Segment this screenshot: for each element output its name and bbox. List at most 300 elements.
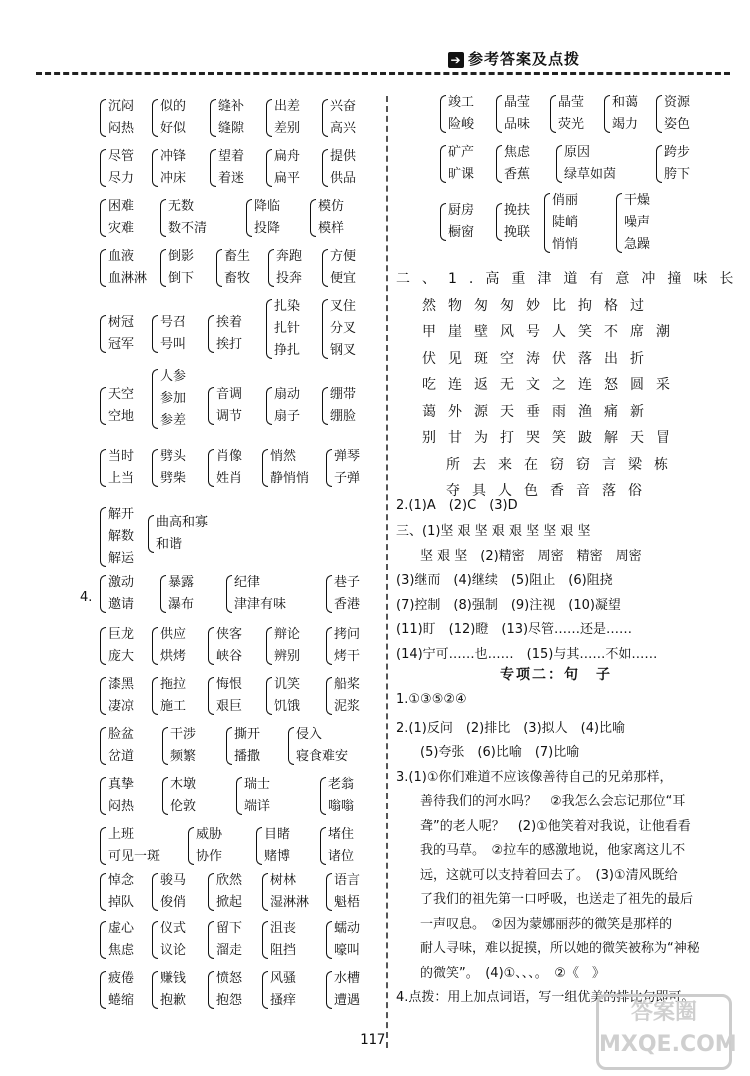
answer-line: 一声叹息。 ②因为蒙娜丽莎的微笑是那样的 — [420, 916, 673, 932]
word: 原因 — [564, 145, 591, 160]
word: 模仿 — [318, 199, 345, 214]
page-number: 117 — [360, 1032, 386, 1048]
word: 水槽 — [334, 971, 361, 986]
word: 橱窗 — [448, 225, 475, 240]
word: 赌博 — [264, 849, 291, 864]
word: 老翁 — [328, 777, 355, 792]
word: 缝补 — [218, 99, 245, 114]
word-group — [256, 824, 290, 868]
answer-line: (3)继而 (4)继续 (5)阻止 (6)阻挠 — [396, 573, 613, 588]
answer-line: 吃连返无文之连怒圆采 — [422, 377, 682, 393]
word: 模样 — [318, 221, 345, 236]
word: 巷子 — [334, 575, 361, 590]
word: 分叉 — [330, 321, 357, 336]
word: 撕开 — [234, 727, 261, 742]
answer-line: (11)盯 (12)瞪 (13)尽管……还是…… — [396, 622, 633, 637]
word: 虚心 — [108, 921, 135, 936]
word: 目睹 — [264, 827, 291, 842]
word: 可见一斑 — [108, 849, 161, 864]
word-group — [210, 146, 244, 190]
word-group — [100, 312, 134, 356]
word-group — [162, 724, 196, 768]
word-group — [656, 92, 690, 136]
word: 提供 — [330, 149, 357, 164]
word: 绷脸 — [330, 409, 357, 424]
word: 高兴 — [330, 121, 357, 136]
word: 胯下 — [664, 167, 691, 182]
word-group — [100, 918, 134, 962]
word: 俏丽 — [552, 193, 579, 208]
word: 阻挡 — [270, 943, 297, 958]
word: 劈柴 — [160, 471, 187, 486]
word: 上班 — [108, 827, 135, 842]
word: 望着 — [218, 149, 245, 164]
word: 脸盆 — [108, 727, 135, 742]
word: 供品 — [330, 171, 357, 186]
word: 掀起 — [216, 895, 243, 910]
word: 饥饿 — [274, 699, 301, 714]
word-group — [236, 774, 270, 818]
word-group — [188, 824, 222, 868]
word: 厨房 — [448, 203, 475, 218]
word-group — [152, 674, 186, 718]
word: 似的 — [160, 99, 187, 114]
answer-line: 远，这就可以支持着回去了。 (3)①清风既给 — [420, 867, 678, 883]
word: 俊俏 — [160, 895, 187, 910]
word: 伦敦 — [170, 799, 197, 814]
word-group — [496, 92, 530, 136]
answer-line: 伏见斑空涛伏落出折 — [422, 350, 656, 367]
word: 香蕉 — [504, 167, 531, 182]
word: 遭遇 — [334, 993, 361, 1008]
word-group — [320, 774, 354, 818]
word-group — [152, 146, 186, 190]
word-group — [544, 190, 578, 256]
word-group — [496, 200, 530, 244]
word-group — [208, 918, 242, 962]
word: 协作 — [196, 849, 223, 864]
word: 静悄悄 — [270, 471, 310, 486]
word: 留下 — [216, 921, 243, 936]
word: 和谐 — [156, 537, 183, 552]
word: 语言 — [334, 873, 361, 888]
word: 兴奋 — [330, 99, 357, 114]
word-group — [100, 504, 134, 570]
word: 悄悄 — [552, 237, 579, 252]
header-divider — [36, 72, 730, 75]
word-group — [550, 92, 584, 136]
word-group — [262, 446, 309, 490]
word-group — [100, 196, 134, 240]
word: 闷热 — [108, 799, 135, 814]
word: 扁平 — [274, 171, 301, 186]
word-group — [152, 918, 186, 962]
word: 空地 — [108, 409, 135, 424]
word: 闷热 — [108, 121, 135, 136]
word-group — [288, 724, 348, 768]
word: 讥笑 — [274, 677, 301, 692]
word: 侠客 — [216, 627, 243, 642]
word-group — [262, 918, 296, 962]
word: 畜生 — [224, 249, 251, 264]
word-group — [148, 512, 208, 556]
word: 奔跑 — [276, 249, 303, 264]
word: 险峻 — [448, 117, 475, 132]
word: 香港 — [334, 597, 361, 612]
answer-line: 1.①③⑤②④ — [396, 692, 467, 707]
word: 寝食难安 — [296, 749, 349, 764]
word-group — [266, 384, 300, 428]
word: 蜷缩 — [108, 993, 135, 1008]
word: 扁舟 — [274, 149, 301, 164]
word: 沮丧 — [270, 921, 297, 936]
word-group — [160, 572, 194, 616]
word: 人参 — [160, 369, 187, 384]
word-group — [162, 774, 196, 818]
word: 树林 — [270, 873, 297, 888]
word-group — [100, 774, 134, 818]
word: 姓肖 — [216, 471, 243, 486]
column-divider — [386, 96, 388, 1048]
word: 叉住 — [330, 299, 357, 314]
word: 扇子 — [274, 409, 301, 424]
word: 疲倦 — [108, 971, 135, 986]
word: 陡峭 — [552, 215, 579, 230]
answer-line: 了我们的祖先第一口呼吸，也送走了祖先的最后 — [420, 892, 694, 907]
word: 荧光 — [558, 117, 585, 132]
word: 噪声 — [624, 215, 651, 230]
word-group — [226, 724, 260, 768]
word: 供应 — [160, 627, 187, 642]
word: 竣工 — [448, 95, 475, 110]
word-group — [246, 196, 280, 240]
word: 庞大 — [108, 649, 135, 664]
word: 资源 — [664, 95, 691, 110]
word: 扎染 — [274, 299, 301, 314]
word: 数不清 — [168, 221, 208, 236]
word-group — [208, 312, 242, 356]
word: 劈头 — [160, 449, 187, 464]
word: 解运 — [108, 551, 135, 566]
word: 频繁 — [170, 749, 197, 764]
word-group — [556, 142, 616, 186]
word-group — [152, 624, 186, 668]
word: 缝隙 — [218, 121, 245, 136]
word-group — [152, 870, 186, 914]
word: 焦虑 — [108, 943, 135, 958]
word-group — [326, 968, 360, 1012]
watermark-text: 答案圈 MXQE.COM — [599, 1000, 737, 1057]
word-group — [440, 92, 474, 136]
word: 威胁 — [196, 827, 223, 842]
word-group — [152, 96, 186, 140]
word-group — [326, 446, 360, 490]
word: 端详 — [244, 799, 271, 814]
word: 施工 — [160, 699, 187, 714]
word-group — [160, 246, 194, 290]
word-group — [100, 384, 134, 428]
word: 侵入 — [296, 727, 323, 742]
answer-line: 然物匆匆妙比拘格过 — [422, 297, 656, 314]
section-2-q2: 2.(1)A (2)C (3)D — [396, 498, 518, 513]
answer-line: 耐人寻味，难以捉摸，所以她的微笑被称为“神秘 — [420, 941, 700, 956]
word-group — [322, 246, 356, 290]
word: 凄凉 — [108, 699, 135, 714]
word: 参加 — [160, 391, 187, 406]
word: 倒下 — [168, 271, 195, 286]
word: 旷课 — [448, 167, 475, 182]
word: 挣扎 — [274, 343, 301, 358]
answer-line: (5)夸张 (6)比喻 (7)比喻 — [420, 745, 580, 760]
answer-line: 夺具人色香音落俗 — [446, 483, 654, 499]
word-group — [326, 918, 360, 962]
word: 风骚 — [270, 971, 297, 986]
word: 嚎叫 — [334, 943, 361, 958]
word: 好似 — [160, 121, 187, 136]
word: 挽联 — [504, 225, 531, 240]
word: 拷问 — [334, 627, 361, 642]
word: 灾难 — [108, 221, 135, 236]
word: 绷带 — [330, 387, 357, 402]
word-group — [208, 674, 242, 718]
page-header — [448, 48, 580, 69]
word: 湿淋淋 — [270, 895, 310, 910]
word: 悼念 — [108, 873, 135, 888]
word: 堵住 — [328, 827, 355, 842]
word: 溜走 — [216, 943, 243, 958]
word-group — [152, 968, 186, 1012]
word: 焦虑 — [504, 145, 531, 160]
word-group — [266, 146, 300, 190]
word-group — [326, 624, 360, 668]
word-group — [266, 96, 300, 140]
word: 愤怒 — [216, 971, 243, 986]
word: 绿草如茵 — [564, 167, 617, 182]
answer-line: 甲崖壁风号人笑不席潮 — [422, 324, 682, 340]
word-group — [100, 824, 160, 868]
word-group — [656, 142, 690, 186]
topic-title: 专项二：句 子 — [500, 667, 612, 683]
word: 掉队 — [108, 895, 135, 910]
word-group — [440, 200, 474, 244]
word: 沉闷 — [108, 99, 135, 114]
word: 瑞士 — [244, 777, 271, 792]
answer-line: 三、(1)坚 艰 坚 艰 艰 坚 坚 艰 坚 — [396, 524, 591, 539]
word: 干涉 — [170, 727, 197, 742]
word: 倒影 — [168, 249, 195, 264]
word: 树冠 — [108, 315, 135, 330]
word: 魁梧 — [334, 895, 361, 910]
word: 瀑布 — [168, 597, 195, 612]
word: 木墩 — [170, 777, 197, 792]
word: 调节 — [216, 409, 243, 424]
word: 晶莹 — [504, 95, 531, 110]
word: 投奔 — [276, 271, 303, 286]
word-group — [266, 624, 300, 668]
answer-line: 所去来在窃窃言梁栋 — [446, 456, 680, 473]
word-group — [208, 384, 242, 428]
word: 峡谷 — [216, 649, 243, 664]
word: 尽力 — [108, 171, 135, 186]
word: 冲床 — [160, 171, 187, 186]
word: 真挚 — [108, 777, 135, 792]
word: 血淋淋 — [108, 271, 148, 286]
word-group — [100, 968, 134, 1012]
word-group — [496, 142, 530, 186]
word: 艰巨 — [216, 699, 243, 714]
word: 出差 — [274, 99, 301, 114]
word-group — [100, 624, 134, 668]
word-group — [616, 190, 650, 256]
arrow-right-icon: ➔ — [448, 52, 464, 68]
answer-line: 的微笑”。 (4)①、、、。 ②《 》 — [420, 965, 605, 981]
word: 激动 — [108, 575, 135, 590]
question-number-4: 4. — [80, 590, 93, 605]
word: 抱怨 — [216, 993, 243, 1008]
word: 畜牧 — [224, 271, 251, 286]
word: 曲高和寡 — [156, 515, 209, 530]
answer-line: 4.点拨：用上加点词语，写一组优美的排比句即可。 — [396, 990, 695, 1005]
word-group — [100, 572, 134, 616]
word: 蠕动 — [334, 921, 361, 936]
word: 诸位 — [328, 849, 355, 864]
word: 挨打 — [216, 337, 243, 352]
word: 抱歉 — [160, 993, 187, 1008]
word: 扇动 — [274, 387, 301, 402]
word: 辨别 — [274, 649, 301, 664]
word-group — [322, 146, 356, 190]
word: 号召 — [160, 315, 187, 330]
word-group — [326, 572, 360, 616]
word: 扎针 — [274, 321, 301, 336]
answer-line: 蔼外源天垂雨渔痛新 — [422, 403, 656, 420]
word: 解数 — [108, 529, 135, 544]
answer-line: 我的马草。 ②拉车的感激地说，他家离这儿不 — [420, 843, 686, 858]
word: 嗡嗡 — [328, 799, 355, 814]
word-group — [100, 246, 147, 290]
word: 冲锋 — [160, 149, 187, 164]
word: 无数 — [168, 199, 195, 214]
word-group — [320, 824, 354, 868]
answer-line: 二、1.高重津道有意冲撞味长 — [396, 271, 746, 287]
word: 天空 — [108, 387, 135, 402]
word: 尽管 — [108, 149, 135, 164]
word: 矿产 — [448, 145, 475, 160]
word: 姿色 — [664, 117, 691, 132]
word: 邀请 — [108, 597, 135, 612]
word: 辩论 — [274, 627, 301, 642]
answer-line: 2.(1)反问 (2)排比 (3)拟人 (4)比喻 — [396, 720, 626, 736]
answer-line: 善待我们的河水吗？ ②我怎么会忘记那位“耳 — [420, 794, 686, 809]
word: 搔痒 — [270, 993, 297, 1008]
word-group — [208, 968, 242, 1012]
word-group — [210, 96, 244, 140]
word: 差别 — [274, 121, 301, 136]
word: 仪式 — [160, 921, 187, 936]
answer-line: 坚 艰 坚 (2)精密 周密 精密 周密 — [420, 548, 642, 564]
word-group — [100, 870, 134, 914]
word: 当时 — [108, 449, 135, 464]
word-group — [152, 446, 186, 490]
word: 干燥 — [624, 193, 651, 208]
word-group — [322, 384, 356, 428]
word: 议论 — [160, 943, 187, 958]
answer-line: (7)控制 (8)强制 (9)注视 (10)凝望 — [396, 597, 621, 613]
word: 赚钱 — [160, 971, 187, 986]
word-group — [266, 674, 300, 718]
answer-line: 聋”的老人呢？ (2)①他笑着对我说，让他看看 — [420, 818, 691, 834]
word: 船桨 — [334, 677, 361, 692]
word: 跨步 — [664, 145, 691, 160]
answer-line: 3.(1)①你们难道不应该像善待自己的兄弟那样， — [396, 769, 673, 785]
word-group — [100, 446, 134, 490]
word: 拖拉 — [160, 677, 187, 692]
word-group — [262, 870, 309, 914]
word-group — [326, 674, 360, 718]
word-group — [100, 96, 134, 140]
word: 解开 — [108, 507, 135, 522]
word: 着迷 — [218, 171, 245, 186]
word: 晶莹 — [558, 95, 585, 110]
word: 骏马 — [160, 873, 187, 888]
word: 烘烤 — [160, 649, 187, 664]
word: 血液 — [108, 249, 135, 264]
word: 便宜 — [330, 271, 357, 286]
word: 岔道 — [108, 749, 135, 764]
word: 号叫 — [160, 337, 187, 352]
word: 竭力 — [612, 117, 639, 132]
word: 冠军 — [108, 337, 135, 352]
word: 钢叉 — [330, 343, 357, 358]
word: 音调 — [216, 387, 243, 402]
word-group — [216, 246, 250, 290]
word: 暴露 — [168, 575, 195, 590]
word-group — [322, 296, 356, 362]
word-group — [208, 624, 242, 668]
word: 投降 — [254, 221, 281, 236]
word: 津津有味 — [234, 597, 287, 612]
word: 急躁 — [624, 237, 651, 252]
word: 降临 — [254, 199, 281, 214]
word: 悔恨 — [216, 677, 243, 692]
word: 上当 — [108, 471, 135, 486]
word-group — [262, 968, 296, 1012]
word: 漆黑 — [108, 677, 135, 692]
word-group — [226, 572, 286, 616]
word: 巨龙 — [108, 627, 135, 642]
word: 悄然 — [270, 449, 297, 464]
word: 弹琴 — [334, 449, 361, 464]
word: 纪律 — [234, 575, 261, 590]
word: 播撒 — [234, 749, 261, 764]
answer-line: 别甘为打哭笑跛解天冒 — [422, 430, 682, 446]
word-group — [100, 674, 134, 718]
word-group — [326, 870, 360, 914]
word: 和蔼 — [612, 95, 639, 110]
word-group — [100, 146, 134, 190]
word-group — [160, 196, 207, 240]
word-group — [322, 96, 356, 140]
word-group — [152, 312, 186, 356]
word-group — [208, 446, 242, 490]
word-group — [266, 296, 300, 362]
word: 泥浆 — [334, 699, 361, 714]
word: 方便 — [330, 249, 357, 264]
word: 品味 — [504, 117, 531, 132]
word: 欣然 — [216, 873, 243, 888]
word-group — [268, 246, 302, 290]
word: 子弹 — [334, 471, 361, 486]
